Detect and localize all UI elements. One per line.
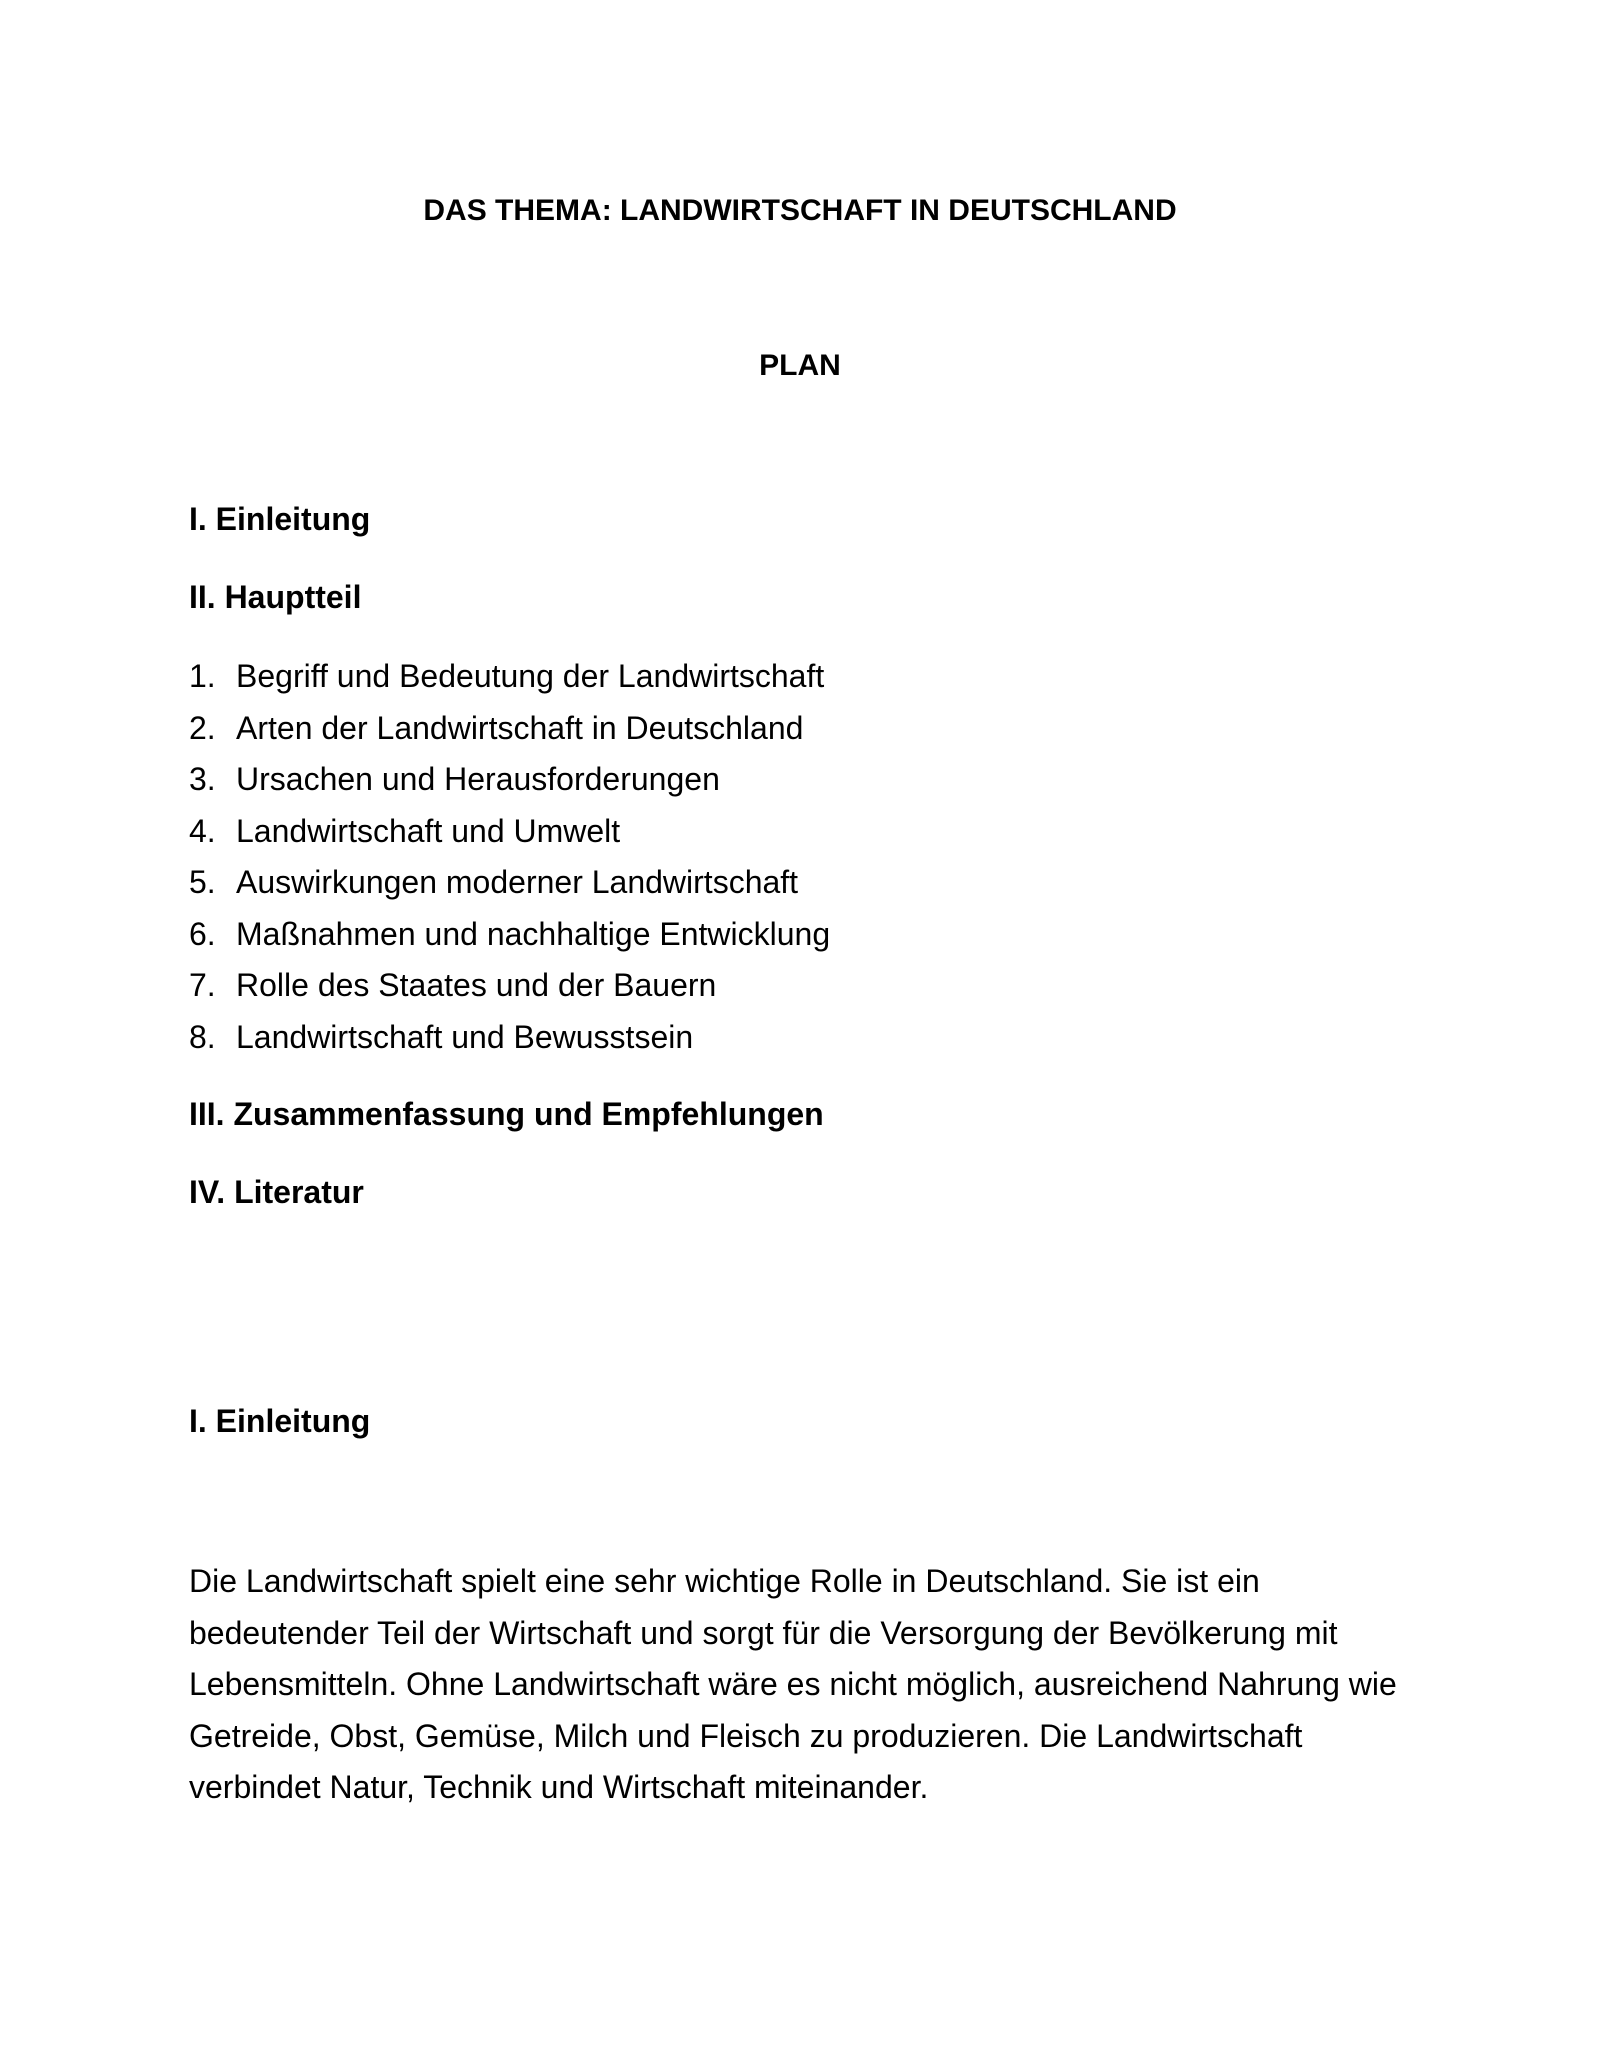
outline-heading-intro: I. Einleitung [189, 501, 371, 537]
list-item-text: Begriff und Bedeutung der Landwirtschaft [236, 658, 825, 694]
list-item [189, 861, 830, 913]
outline-heading-main: II. Hauptteil [189, 579, 362, 615]
list-item-number: 6. [189, 915, 216, 952]
list-item-number: 5. [189, 864, 216, 900]
list-item [189, 758, 830, 810]
list-item-text: Maßnahmen und nachhaltige Entwicklung [236, 915, 831, 952]
list-item [189, 1016, 830, 1068]
list-item-text: Rolle des Staates und der Bauern [236, 967, 717, 1003]
list-item-number: 7. [189, 967, 216, 1003]
list-item-text: Landwirtschaft und Bewusstsein [236, 1018, 694, 1055]
document-title: DAS THEMA: LANDWIRTSCHAFT IN DEUTSCHLAND [423, 194, 1177, 227]
plan-title: PLAN [759, 349, 841, 382]
list-item [189, 655, 830, 707]
outline-list [189, 655, 830, 1067]
list-item-text: Ursachen und Herausforderungen [236, 761, 720, 797]
intro-paragraph: Die Landwirtschaft spielt eine sehr wichtige Rolle in Deutschland. Sie ist ein bedeutender Teil der Wirtschaft und sorgt für die Versorgung der Bevölkerung mit Lebensmitteln. Ohne Landwirtschaft wäre es nicht möglich, ausreichend Nahrung wie Getreide, Obst, Gemüse, Milch und Fleisch zu produzieren. Die Landwirtschaft verbindet Natur, Technik und Wirtschaft miteinander. [189, 1563, 1397, 1805]
list-item [189, 913, 830, 965]
outline-heading-summary: III. Zusammenfassung und Empfehlungen [189, 1096, 824, 1132]
list-item-number: 3. [189, 761, 216, 797]
list-item-number: 8. [189, 1018, 216, 1055]
list-item-number: 1. [189, 658, 216, 694]
list-item-number: 2. [189, 709, 216, 746]
list-item [189, 707, 830, 759]
list-item-text: Landwirtschaft und Umwelt [236, 812, 621, 849]
section-heading-intro: I. Einleitung [189, 1403, 371, 1439]
list-item [189, 964, 830, 1016]
list-item-text: Auswirkungen moderner Landwirtschaft [236, 864, 799, 900]
list-item-text: Arten der Landwirtschaft in Deutschland [236, 709, 804, 746]
list-item [189, 810, 830, 862]
list-item-number: 4. [189, 812, 216, 849]
outline-heading-literature: IV. Literatur [189, 1174, 364, 1210]
